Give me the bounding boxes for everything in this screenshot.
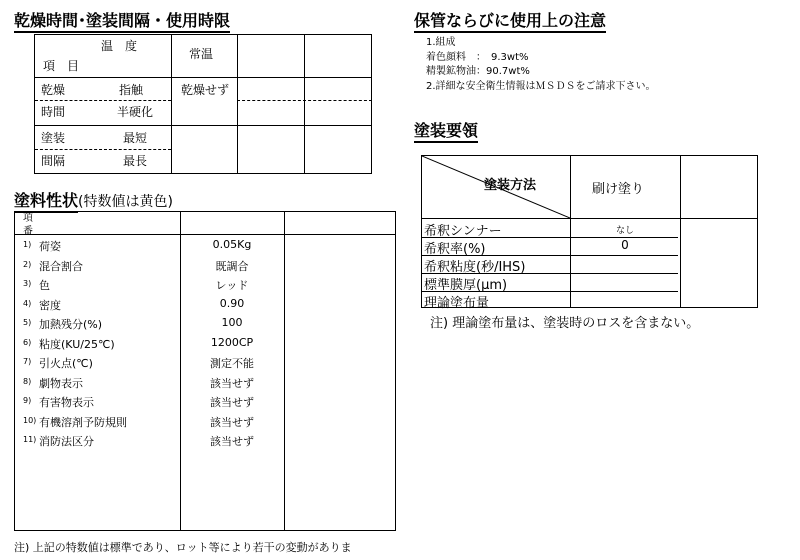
painting-row — [422, 255, 757, 273]
property-name: 色 — [39, 279, 50, 292]
painting-row — [422, 237, 757, 255]
property-row — [15, 392, 395, 412]
painting-row-label: 理論塗布量 — [424, 296, 490, 311]
painting-table — [421, 155, 758, 311]
interval-label-2: 間隔 — [41, 154, 66, 168]
interval-label-1: 塗装 — [41, 131, 66, 145]
property-name: 引火点(℃) — [39, 357, 93, 370]
header-temperature: 温 度 — [101, 39, 138, 53]
property-value: 該当せず — [210, 396, 254, 409]
drying-table — [34, 34, 372, 174]
semi-cure-label: 半硬化 — [117, 105, 154, 119]
storage-line: 1.組成 — [426, 37, 456, 48]
painting-heading: 塗装要領 — [414, 118, 478, 141]
property-number: 1) — [23, 240, 32, 249]
storage-line: 着色顔料 ： 9.3wt% — [426, 51, 529, 63]
dry-time-label-1: 乾燥 — [41, 83, 66, 97]
painting-row-label: 希釈率(%) — [424, 242, 486, 257]
storage-heading: 保管ならびに使用上の注意 — [414, 8, 606, 31]
property-name: 有害物表示 — [39, 396, 94, 409]
min-interval-label: 最短 — [123, 131, 148, 145]
property-number: 5) — [23, 318, 32, 327]
property-row — [15, 314, 395, 334]
painting-row — [422, 219, 757, 237]
property-value: 該当せず — [210, 435, 254, 448]
property-number: 3) — [23, 279, 32, 288]
property-name: 混合割合 — [39, 259, 83, 273]
property-value: 測定不能 — [210, 357, 254, 370]
header-item-number: 項 番 — [23, 213, 33, 237]
storage-notes — [426, 36, 656, 94]
property-name: 加熱残分(%) — [39, 318, 103, 331]
touch-dry-value: 乾燥せず — [181, 83, 230, 97]
properties-footnote: 注) 上記の特数値は標準であり、ロット等により若干の変動がありま — [14, 541, 352, 554]
dry-time-label-2: 時間 — [41, 105, 66, 119]
property-value: 該当せず — [210, 376, 254, 390]
storage-line: 精製鉱物油：90.7wt% — [426, 66, 530, 77]
property-name: 有機溶剤予防規則 — [39, 415, 127, 429]
touch-dry-label: 指触 — [119, 83, 144, 97]
property-value: 既調合 — [215, 259, 249, 273]
painting-row — [422, 273, 757, 291]
property-row — [15, 334, 395, 354]
painting-footnote: 注) 理論塗布量は、塗装時のロスを含まない。 — [430, 316, 700, 331]
property-number: 11) — [23, 435, 37, 444]
property-number: 2) — [23, 259, 32, 269]
property-name: 荷姿 — [39, 240, 61, 253]
property-row — [15, 353, 395, 373]
property-row — [15, 431, 395, 451]
header-item: 項 目 — [43, 59, 80, 73]
painting-row — [422, 291, 757, 309]
property-number: 8) — [23, 376, 32, 386]
property-row — [15, 275, 395, 295]
property-row — [15, 236, 395, 256]
property-name: 劇物表示 — [39, 376, 83, 390]
property-value: レッド — [215, 279, 249, 292]
storage-line: 2.詳細な安全衛生情報はＭＳＤＳをご請求下さい。 — [426, 80, 656, 92]
header-brush: 刷け塗り — [592, 182, 645, 197]
property-value: 100 — [221, 316, 243, 329]
property-value: 0.90 — [219, 296, 245, 310]
property-value: 該当せず — [210, 415, 254, 429]
property-value: 0.05Kg — [212, 238, 252, 251]
painting-row-value: なし — [615, 226, 634, 236]
property-name: 消防法区分 — [39, 435, 94, 448]
property-row — [15, 295, 395, 315]
painting-row-label: 希釈粘度(秒/IHS) — [424, 260, 526, 275]
painting-row-label: 希釈シンナー — [424, 224, 502, 239]
header-method: 塗装方法 — [484, 178, 537, 193]
property-row — [15, 373, 395, 393]
property-number: 7) — [23, 357, 32, 366]
property-row — [15, 256, 395, 276]
painting-row-label: 標準膜厚(μm) — [424, 278, 508, 293]
property-number: 6) — [23, 337, 32, 347]
property-number: 9) — [23, 396, 32, 405]
properties-table — [14, 211, 396, 531]
property-name: 密度 — [39, 298, 61, 312]
property-row — [15, 412, 395, 432]
max-interval-label: 最長 — [123, 154, 148, 168]
property-number: 4) — [23, 298, 32, 308]
painting-row-value: 0 — [621, 238, 629, 252]
property-name: 粘度(KU/25℃) — [39, 337, 115, 351]
header-normal-temp: 常温 — [189, 47, 214, 61]
property-number: 10) — [23, 415, 37, 425]
property-value: 1200CP — [210, 335, 254, 349]
drying-heading: 乾燥時間･塗装間隔・使用時限 — [14, 8, 230, 31]
properties-heading: 塗料性状(特数値は黄色) — [14, 188, 173, 211]
